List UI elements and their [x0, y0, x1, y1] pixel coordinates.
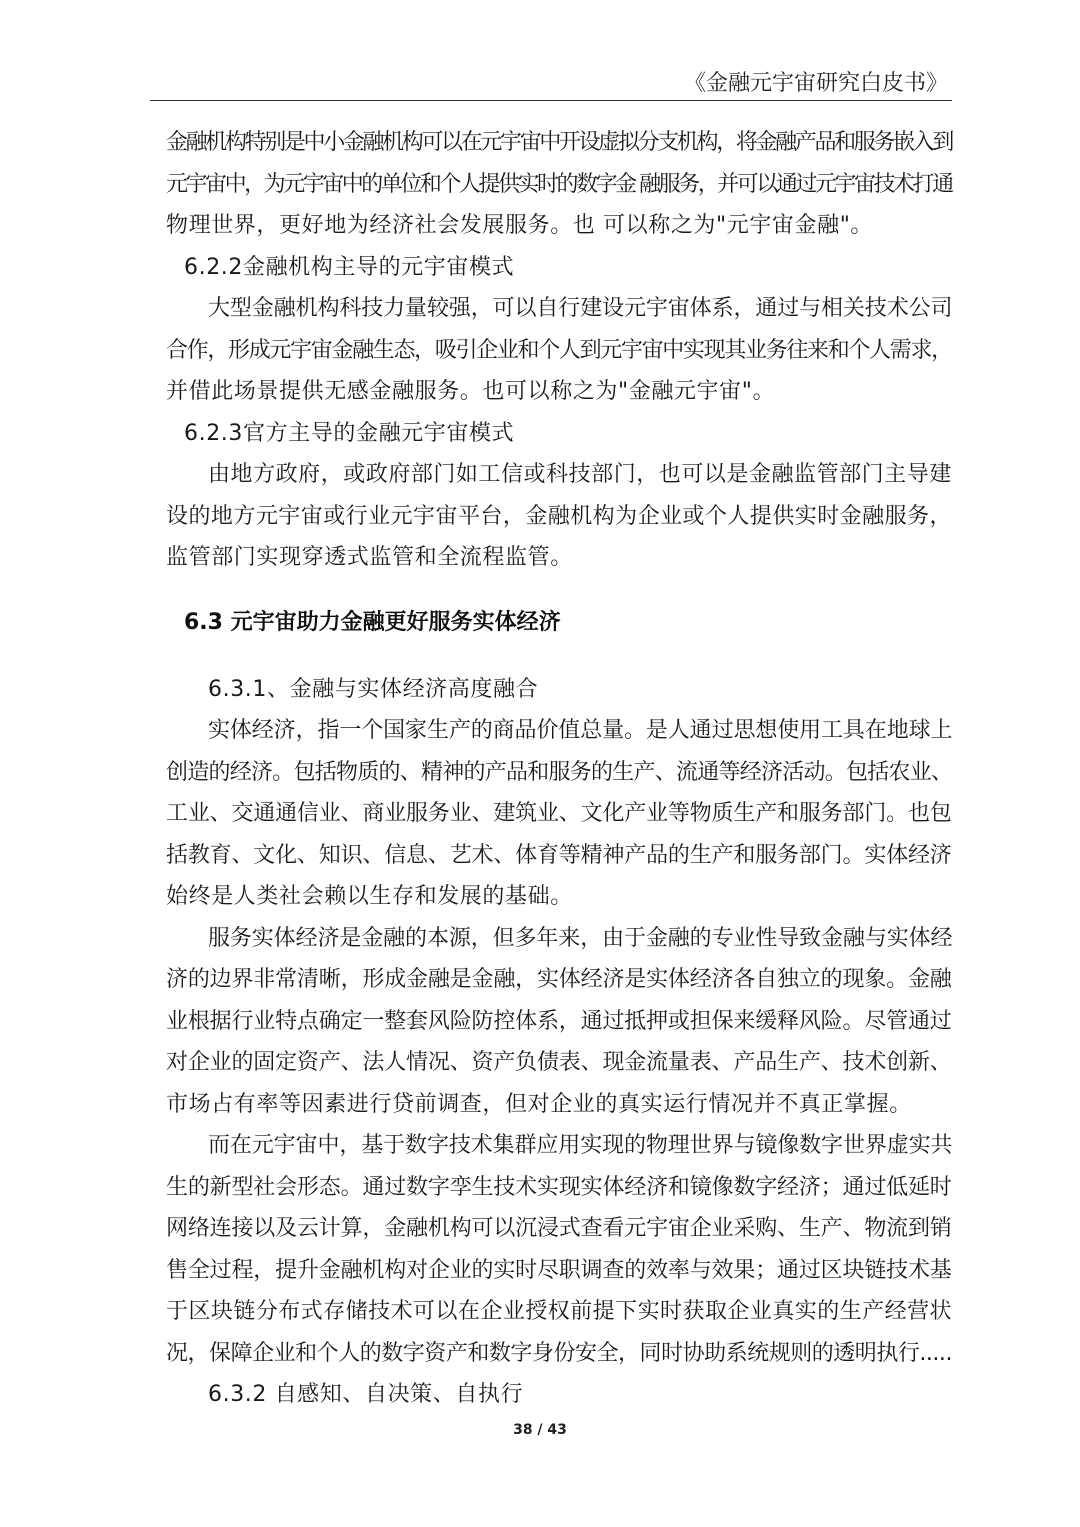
- text-line: 金融机构特别是中小金融机构可以在元宇宙中开设虚拟分支机构，将金融产品和服务嵌入到: [166, 130, 953, 155]
- text-line: 括教育、文化、知识、信息、艺术、体育等精神产品的生产和服务部门。实体经济: [166, 843, 952, 868]
- section-heading-6-3: 6.3 元宇宙助力金融更好服务实体经济: [184, 610, 561, 635]
- subheading-6-3-1: 6.3.1、金融与实体经济高度融合: [208, 677, 539, 702]
- text-line: 业根据行业特点确定一整套风险防控体系，通过抵押或担保来缓释风险。尽管通过: [166, 1009, 952, 1034]
- subheading-6-3-2: 6.3.2 自感知、自决策、自执行: [208, 1382, 524, 1407]
- text-line: 工业、交通通信业、商业服务业、建筑业、文化产业等物质生产和服务部门。也包: [166, 801, 952, 826]
- text-line: 监管部门实现穿透式监管和全流程监管。: [166, 545, 573, 570]
- text-line: 况，保障企业和个人的数字资产和数字身份安全，同时协助系统规则的透明执行.....: [166, 1341, 952, 1366]
- text-line: 于区块链分布式存储技术可以在企业授权前提下实时获取企业真实的生产经营状: [166, 1299, 953, 1324]
- text-line: 并借此场景提供无感金融服务。也可以称之为"金融元宇宙"。: [166, 379, 776, 404]
- text-line: 设的地方元宇宙或行业元宇宙平台，金融机构为企业或个人提供实时金融服务，: [166, 504, 953, 529]
- text-line: 服务实体经济是金融的本源，但多年来，由于金融的专业性导致金融与实体经: [208, 926, 953, 951]
- text-line: 对企业的固定资产、法人情况、资产负债表、现金流量表、产品生产、技术创新、: [166, 1050, 952, 1075]
- text-line: 合作，形成元宇宙金融生态，吸引企业和个人到元宇宙中实现其业务往来和个人需求，: [166, 338, 952, 363]
- text-line: 元宇宙中，为元宇宙中的单位和个人提供实时的数字金 融服务，并可以通过元宇宙技术打通: [166, 172, 952, 197]
- header-divider: [150, 100, 952, 101]
- page-number: 38 / 43: [513, 1422, 567, 1438]
- text-line: 济的边界非常清晰，形成金融是金融，实体经济是实体经济各自独立的现象。金融: [166, 967, 952, 992]
- subheading-6-2-3: 6.2.3官方主导的金融元宇宙模式: [184, 421, 515, 446]
- text-line: 售全过程，提升金融机构对企业的实时尽职调查的效率与效果；通过区块链技术基: [166, 1258, 952, 1283]
- text-line: 生的新型社会形态。通过数字孪生技术实现实体经济和镜像数字经济；通过低延时: [166, 1175, 952, 1200]
- text-line: 实体经济，指一个国家生产的商品价值总量。是人通过思想使用工具在地球上: [208, 718, 953, 743]
- text-line: 市场占有率等因素进行贷前调查，但对企业的真实运行情况并不真正掌握。: [166, 1092, 912, 1117]
- text-line: 网络连接以及云计算，金融机构可以沉浸式查看元宇宙企业采购、生产、物流到销: [166, 1216, 952, 1241]
- text-line: 物理世界，更好地为经济社会发展服务。也 可以称之为"元宇宙金融"。: [166, 213, 874, 238]
- text-line: 而在元宇宙中，基于数字技术集群应用实现的物理世界与镜像数字世界虚实共: [208, 1133, 953, 1158]
- document-header-title: 《金融元宇宙研究白皮书》: [683, 71, 948, 96]
- text-line: 始终是人类社会赖以生存和发展的基础。: [166, 884, 573, 909]
- text-line: 由地方政府，或政府部门如工信或科技部门，也可以是金融监管部门主导建: [208, 462, 952, 487]
- subheading-6-2-2: 6.2.2金融机构主导的元宇宙模式: [184, 255, 515, 280]
- text-line: 创造的经济。包括物质的、精神的产品和服务的生产、流通等经济活动。包括农业、: [166, 760, 953, 785]
- text-line: 大型金融机构科技力量较强，可以自行建设元宇宙体系，通过与相关技术公司: [208, 296, 953, 321]
